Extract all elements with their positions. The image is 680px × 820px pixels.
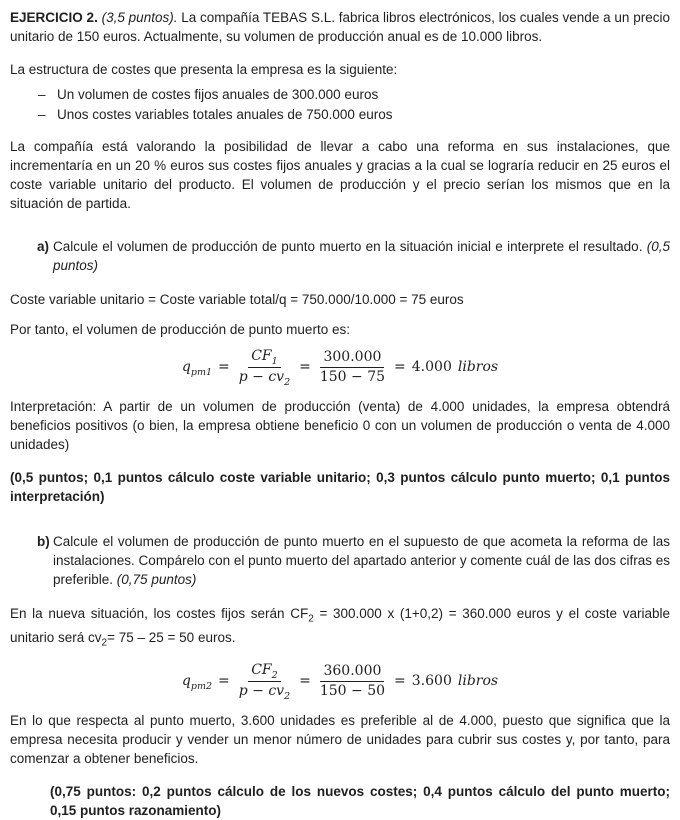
list-item-text: Unos costes variables totales anuales de 750.000 euros <box>57 107 393 122</box>
formula-unit: libros <box>457 359 499 376</box>
grading-breakdown-a: (0,5 puntos; 0,1 puntos cálculo coste variable unitario; 0,3 puntos cálculo punto muerto; 0,1 puntos interpretación) <box>10 469 670 504</box>
symbolic-fraction <box>236 662 293 702</box>
grading-breakdown-b: (0,75 puntos: 0,2 puntos cálculo de los nuevos costes; 0,4 puntos cálculo del punto muerto; 0,15 puntos razonamiento) <box>50 783 670 818</box>
formula-variable: $q_{pm2}$ <box>181 672 212 692</box>
cost-structure-list <box>10 85 670 125</box>
breakeven-lead-in: Por tanto, el volumen de producción de punto muerto es: <box>10 322 350 337</box>
symbolic-fraction <box>236 348 293 388</box>
new-costs-text: = 75 – 25 = 50 euros. <box>107 630 236 646</box>
formula-result: 3.600 <box>411 673 452 690</box>
breakeven-formula-2 <box>10 662 670 702</box>
fraction-numerator: 300.000 <box>320 349 384 368</box>
subscript: 2 <box>101 637 108 649</box>
variable-cost-calculation: Coste variable unitario = Coste variable total/q = 750.000/10.000 = 75 euros <box>10 292 464 307</box>
equals-sign: = <box>394 673 406 690</box>
new-costs-paragraph <box>10 604 670 653</box>
equals-sign: = <box>218 359 230 376</box>
exercise-points: (3,5 puntos). <box>97 10 178 25</box>
breakeven-formula-1 <box>10 348 670 388</box>
fraction-denominator: 150 − 50 <box>319 683 386 700</box>
question-b-points: (0,75 puntos) <box>116 571 197 587</box>
fraction-numerator: $CF_1$ <box>248 348 280 368</box>
fraction-denominator: 150 − 75 <box>319 369 386 386</box>
new-costs-text: = 300.000 x (1+0,2) = 360.000 euros y el coste variable unitario será cv <box>10 605 670 646</box>
exercise-title: EJERCICIO 2. <box>10 10 98 25</box>
reform-paragraph: La compañía está valorando la posibilidad de llevar a cabo una reforma en sus instalaciones, que incrementaría en un 20 % euros sus costes fijos anuales y gracias a la cual se lograría reducir en 25 euros el coste variable unitario del producto. El volumen de producción y el precio serían los mismos que en la situación de partida. <box>10 139 670 211</box>
question-a <box>37 237 670 275</box>
equals-sign: = <box>299 673 311 690</box>
list-item <box>38 85 670 105</box>
equals-sign: = <box>218 673 230 690</box>
formula-result: 4.000 <box>411 359 452 376</box>
dash-bullet: – <box>38 107 46 122</box>
exercise-intro-paragraph <box>10 8 670 46</box>
formula-unit: libros <box>457 673 499 690</box>
fraction-denominator: $p - cv_2$ <box>238 369 291 389</box>
numeric-fraction <box>317 349 388 386</box>
fraction-numerator: $CF_2$ <box>248 662 280 682</box>
equals-sign: = <box>394 359 406 376</box>
comparison-paragraph: En lo que respecta al punto muerto, 3.600 unidades es preferible al de 4.000, puesto que significa que la empresa necesita producir y vender un menor número de unidades para cubrir sus costes y, por tanto, para comenzar a obtener beneficios. <box>10 712 670 766</box>
exercise-intro-text: La compañía TEBAS S.L. fabrica libros electrónicos, los cuales vende a un precio unitario de 150 euros. Actualmente, su volumen de producción anual es de 10.000 libros. <box>10 10 670 44</box>
cost-structure-intro: La estructura de costes que presenta la empresa es la siguiente: <box>10 62 398 77</box>
subscript: 2 <box>308 613 314 625</box>
fraction-numerator: 360.000 <box>320 663 384 682</box>
question-a-content <box>53 237 670 275</box>
equals-sign: = <box>299 359 311 376</box>
new-costs-text: En la nueva situación, los costes fijos serán CF <box>10 605 309 621</box>
question-a-points: (0,5 puntos) <box>53 239 670 273</box>
question-b-content <box>53 532 670 589</box>
question-b-text: Calcule el volumen de producción de punto muerto en el supuesto de que acometa la reforma de las instalaciones. Compárelo con el punto muerto del apartado anterior y comente cuál de las dos cifras es preferible. <box>53 533 670 587</box>
question-a-text: Calcule el volumen de producción de punto muerto en la situación inicial e interprete el resultado. <box>53 239 647 254</box>
list-item-text: Un volumen de costes fijos anuales de 300.000 euros <box>57 87 379 102</box>
interpretation-paragraph: Interpretación: A partir de un volumen de producción (venta) de 4.000 unidades, la empresa obtendrá beneficios positivos (o bien, la empresa obtiene beneficio 0 con un volumen de producción o venta de 4.000 unidades) <box>10 398 670 452</box>
fraction-denominator: $p - cv_2$ <box>238 683 291 703</box>
numeric-fraction <box>317 663 388 700</box>
formula-variable: $q_{pm1}$ <box>181 358 212 378</box>
dash-bullet: – <box>38 87 46 102</box>
question-b-label: b) <box>37 533 50 549</box>
question-a-label: a) <box>37 239 50 254</box>
question-b <box>37 532 670 589</box>
list-item <box>38 105 670 125</box>
